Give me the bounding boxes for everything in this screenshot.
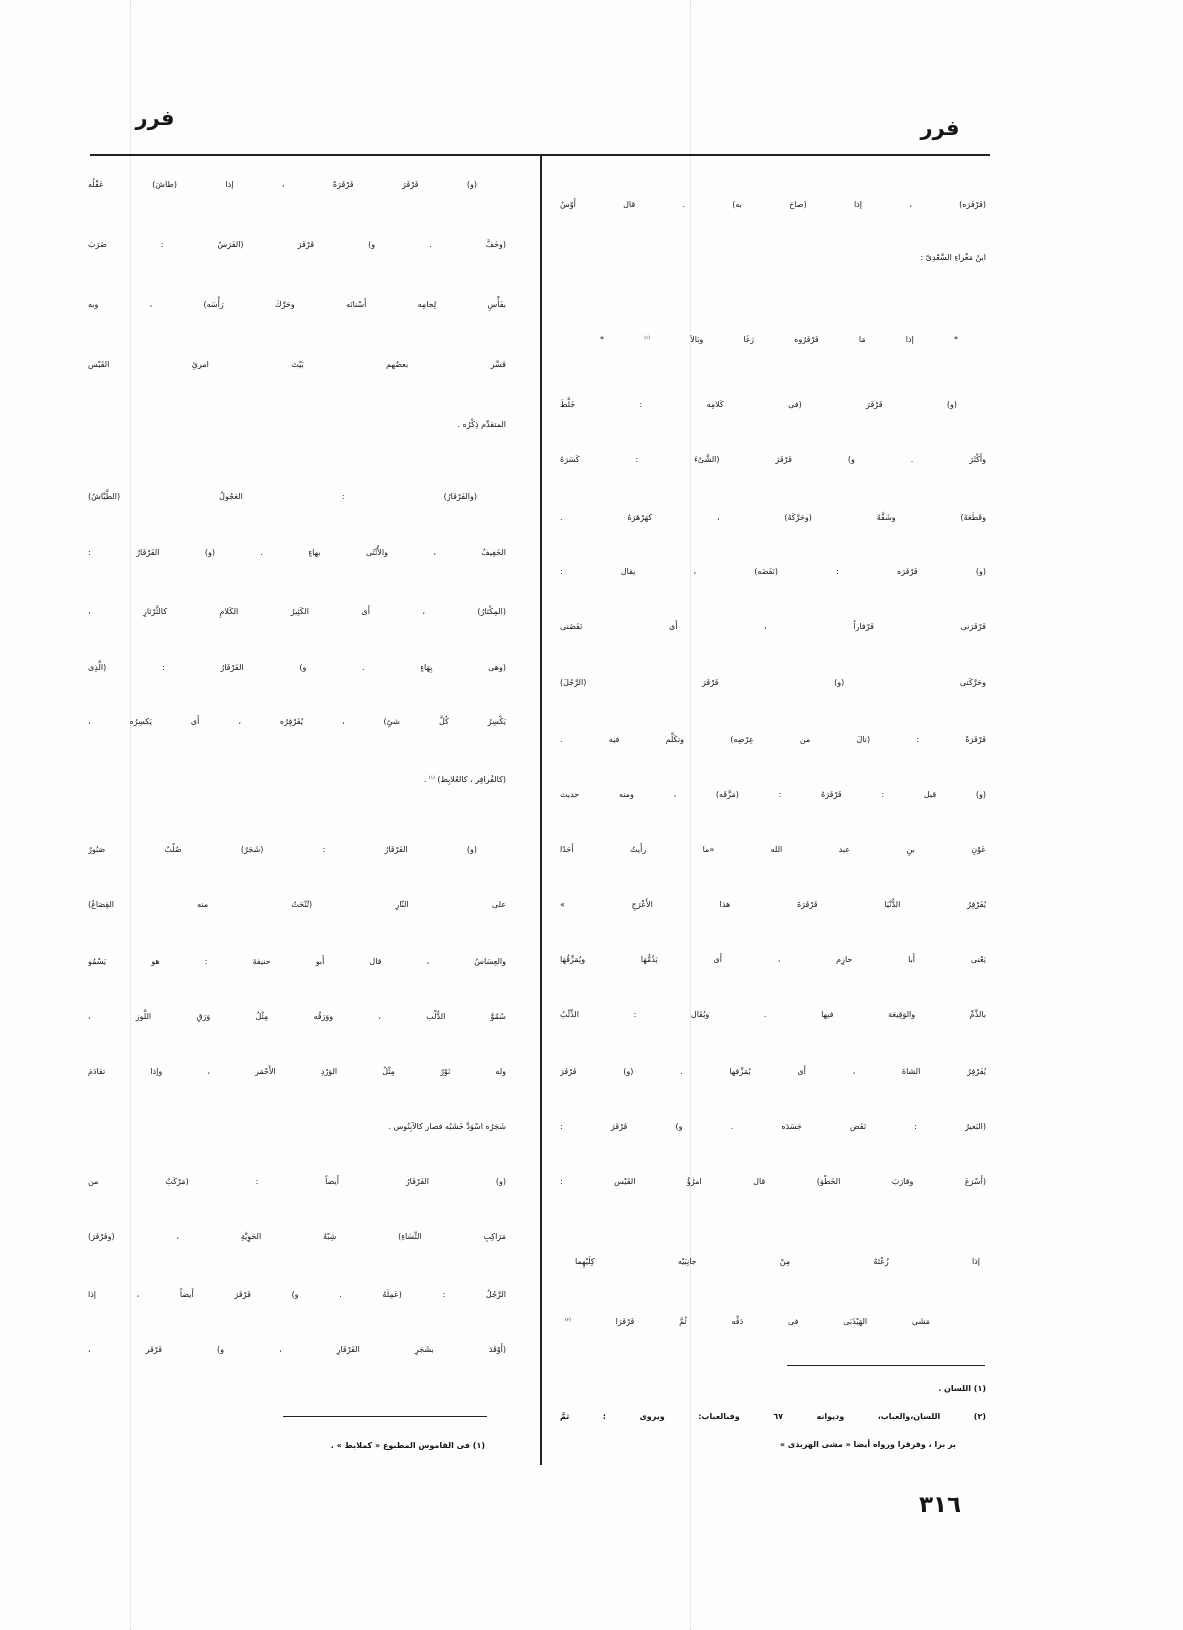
verse-line [560, 315, 986, 365]
footnote-marker: (٢) [565, 1318, 571, 1324]
running-head-left: فرر [135, 106, 175, 130]
text-line: (وخَفَّ . و) فَرْفَرَ (الفَرَسُ : ضَرَبَ [88, 240, 506, 249]
text-line: سُمُوَّ الدُّلْب ، ووَرَقُه مِثْلُ وَرَقِ اللَّوز ، [88, 1012, 506, 1021]
text-line: (و) الفَرْفَارُ : (شَجَرٌ) صُلْبٌ صَبُورٌ [88, 845, 477, 854]
line-end-mark: . [423, 775, 427, 784]
text-line: (و) فَرْفَرَ (فى كَلامِه : خَلَّطَ [560, 400, 957, 409]
text-line: (و) فَرْفَرَه : (نَفَضَه) ، يقال : [560, 567, 986, 576]
text-line [88, 755, 506, 805]
text-line: (و) الفَرْفَارُ أَيضاً : (مَرْكَبٌ من [88, 1177, 506, 1186]
verse-text: * إذا مَا فَرْفَرُوه رَغَا وبَالاَ [690, 335, 959, 344]
text-line: (أَسْرَعَ وقارَبَ الخَطْوَ) قال امرُؤُ القَيْس : [560, 1177, 986, 1186]
text-line: عَوْنِ بنِ عبد الله «ما رأَيتُ أَحَدًا [560, 845, 986, 854]
text-line: بفَأْسِ لِجامِه أَسْنانَه وحَرَّكَ رَأْسَه) ، وبه [88, 300, 506, 309]
text-line: (وهى بِهَاءٍ . و) الفَرْفَارُ : (الَّذِى [88, 663, 506, 672]
text-line: مَرَاكِبِ النِّسَاءِ) شِبْهُ الحَوِيَّةِ ، (وفَرْفَرَ) [88, 1232, 506, 1241]
text-line: ابنُ مَغْراءِ السَّعْدِىّ : [920, 253, 986, 262]
text-line: (فَرْفَرَه) ، إذا (صاحَ به) . قال أَوْسُ [560, 200, 986, 209]
text-line: على النّارِ (تُنْحَتُ منه القِصَاعُ) [88, 900, 506, 909]
verse-line: إذا زُعْتَهُ مِنْ جانِبَيْه كِلَيْهِما [575, 1257, 980, 1266]
text-line: الرَّجُلُ : (عَمِلَهُ . و) فَرْفَرَ أَيضاً ، إذا [88, 1290, 506, 1299]
footnote-line: (١) اللسان . [938, 1384, 986, 1393]
text-line: وقَطَعَهُ) وشَقَّهُ (وحَرَّكَهُ) ، كهَرْهَرَهُ . [560, 513, 986, 522]
verse-end-mark: * [600, 335, 604, 344]
right-column [560, 0, 986, 1630]
text-line: بالذَّمِّ والوَقِيعَة فيها . ويُقَال : الذِّئْبُ [560, 1010, 986, 1019]
text-line: شَجَرُه اسْوَدَّ خَشَبُه فصار كالآبِنُوس . [388, 1122, 506, 1131]
text-line: المتقدِّم ذِكْرُه . [457, 420, 506, 429]
text-line: فَرْفَرَنى فَرْفاراً ، أَى نَفَضَنى [560, 622, 986, 631]
left-column [88, 0, 506, 1630]
footnote-line: (١) فى القاموس المطبوع « كملابط » . [330, 1441, 485, 1450]
verse-text: مَشَى الهَيْذَبَى فى دَفِّه ثُمَّ فَرْفَرَا [615, 1317, 931, 1326]
text-line: وأَكْثَرَ . و) فَرْفَرَ (الشَّىْءَ : كَسَرَهُ [560, 455, 986, 464]
text-line: (المِكْثارُ) ، أَى الكَثِيرُ الكَلامِ كالثَّرْثارِ ، [88, 607, 506, 616]
text-line: يَكْسِرُ كُلَّ شئٍ) ، يُفَرْفِرُه ، أَى يَكسِرُه ، [88, 717, 506, 726]
text-line: يَعْنى أَبا حازِم ، أَى يَذُمُّهَا ويُمَزِّقُهَا [560, 955, 986, 964]
footnote-line: (٢) اللسان،والعباب، وديوانه ٦٧ وفىالعباب: ويروى : ثمَّ [560, 1412, 986, 1421]
footnote-marker: (١) [644, 336, 650, 342]
verse-line [560, 1297, 986, 1347]
text-line: (و) قيل : فَرْفَرَهُ : (مَزَّقَه) ، ومنه حديث [560, 790, 986, 799]
text-line: الخَفِيفُ ، والأُنْثَى بهاءٍ . (و) الفَرْفَارُ : [88, 548, 506, 557]
text-line: يُفَرْفِرُ الشاةَ ، أَى يُمَزِّقها . (و) فَرْفَرَ [560, 1067, 986, 1076]
text-line: (والفَرْفَارُ) : العَجُولُ (الطَّيَّاشُ) [88, 492, 477, 501]
column-divider [540, 155, 542, 1465]
text-line: فَرْفَرَةً : (نالَ من عِرْضِه) وتكَلَّم فيه . [560, 735, 986, 744]
text-line: وحَرَّكَنى (و) فَرْفَرَ (الرَّجُلَ) [560, 678, 986, 687]
text-line: يُفَرْفِرُ الدُّنْيَا فَرْفَرَةَ هذا الأَعْرَجِ » [560, 900, 986, 909]
text-line: (و) فَرْفَرَ فَرْفَرَةً ، إذا (طاشَ) عَقْلُه [88, 180, 477, 189]
text-line: وله نَوْرٌ مِثْلُ الوَرْدِ الأَحْمَر ، وإذا تقادَمَ [88, 1067, 506, 1076]
running-head-right: فرر [920, 116, 960, 140]
line-text: (كالفُرافِر ، كالعُلابِط) [437, 775, 506, 784]
footnote-line: بر برا ، وقرقرا ورواه أيضا « مشى الهربذى » [779, 1440, 956, 1449]
page-number: ٣١٦ [918, 1492, 962, 1518]
text-line: والعِسَاسُ ، قال أَبو حنيفةَ : هو يَسْمُو [88, 957, 506, 966]
text-line: (أَوْقَدَ بشَجَرِ الفَرْفَارِ ، و) فَرْفَر ، [88, 1345, 506, 1354]
text-line: (البَعيرُ : نَفَض جَسَدَه . و) فَرْفَرَ : [560, 1122, 986, 1131]
text-line: فَسَّر بعضُهم بَيْتَ امرئِ القَيْس [88, 360, 506, 369]
footnote-marker: (١) [429, 776, 435, 782]
